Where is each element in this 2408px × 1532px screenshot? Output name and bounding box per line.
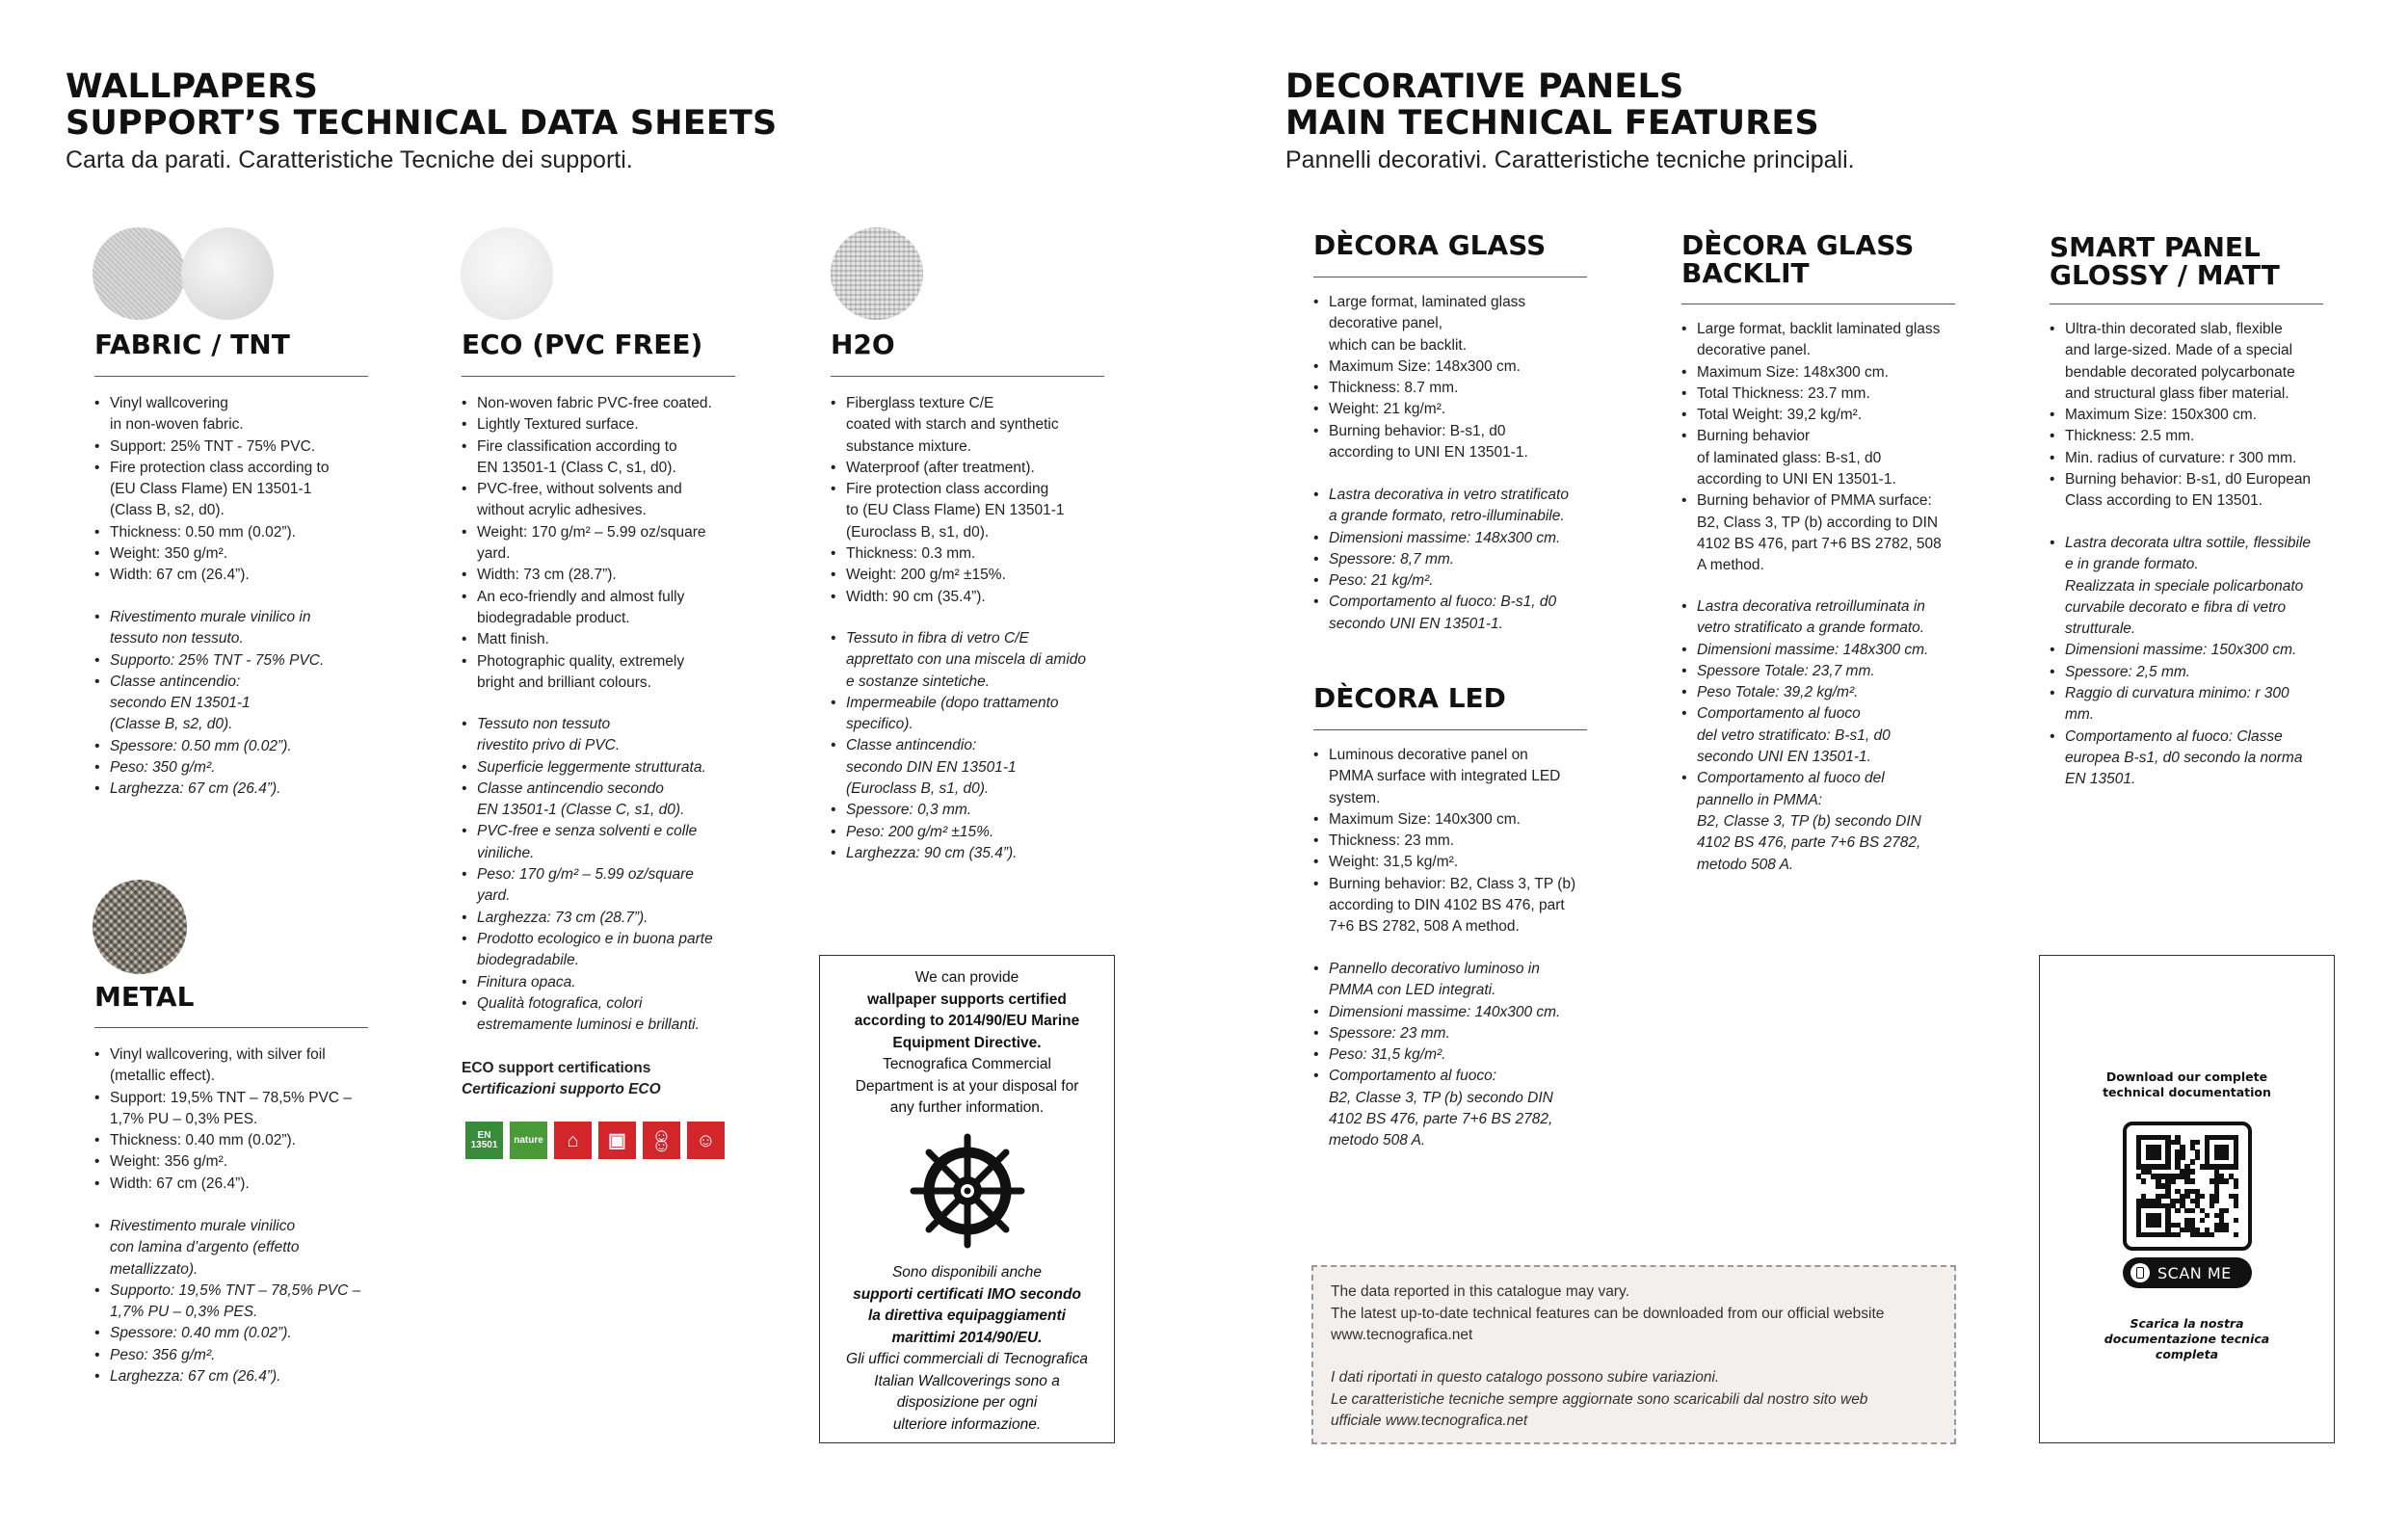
spec-item: metodo 508 A. (1329, 1132, 1426, 1149)
spec-item: EN 13501. (2065, 771, 2136, 788)
spec-item: PMMA con LED integrati. (1329, 982, 1496, 999)
spec-item: • Classe antincendio: (831, 735, 1120, 756)
spec-item: • PVC-free, without solvents and (462, 479, 751, 500)
marine-line: supporti certificati IMO secondo (853, 1285, 1081, 1303)
fabric-rule (94, 376, 368, 377)
marine-line: Sono disponibili anche (891, 1264, 1043, 1281)
decora-glass-spec-list (1313, 292, 1602, 463)
spec-item: according to UNI EN 13501-1. (1329, 444, 1528, 462)
spec-item: • Thickness: 0.40 mm (0.02”). (94, 1130, 384, 1151)
spec-item: • Tessuto in fibra di vetro C/E (831, 628, 1120, 649)
spec-item: decorative panel. (1697, 342, 1812, 359)
spec-item: • Superficie leggermente strutturata. (462, 757, 751, 779)
smart-panel-spec-list-it (2050, 533, 2339, 791)
fabric-title: FABRIC / TNT (94, 329, 290, 360)
spec-item: • Burning behavior: B2, Class 3, TP (b) (1313, 874, 1602, 895)
spec-item: pannello in PMMA: (1697, 791, 1823, 808)
disclaimer-line: The latest up-to-date technical features can be downloaded from our official website (1331, 1305, 1885, 1322)
spec-item: 1,7% PU – 0,3% PES. (110, 1304, 258, 1321)
spec-item: • Peso Totale: 39,2 kg/m². (1681, 682, 1971, 703)
spec-item: • Raggio di curvatura minimo: r 300 (2050, 683, 2339, 704)
spec-item: Realizzata in speciale policarbonato (2065, 577, 2304, 594)
spec-item: • Lastra decorata ultra sottile, flessibile (2050, 533, 2339, 554)
spec-item: metallizzato). (110, 1260, 198, 1278)
marine-line: Gli uffici commerciali di Tecnografica (846, 1351, 1088, 1367)
spec-item: • Spessore: 0.50 mm (0.02”). (94, 736, 374, 757)
spec-item: 7+6 BS 2782, 508 A method. (1329, 918, 1520, 936)
spec-item: • An eco-friendly and almost fully (462, 587, 751, 608)
spec-item: • Larghezza: 90 cm (35.4”). (831, 843, 1120, 864)
spec-item: estremamente luminosi e brillanti. (477, 1017, 700, 1034)
panels-subtitle: Pannelli decorativi. Caratteristiche tecniche principali. (1285, 146, 1855, 173)
marine-line: We can provide (914, 969, 1019, 986)
spec-item: • Spessore Totale: 23,7 mm. (1681, 661, 1971, 682)
decora-led-rule (1313, 729, 1587, 730)
spec-item: • Supporto: 19,5% TNT – 78,5% PVC – (94, 1281, 384, 1302)
disclaimer-box (1311, 1265, 1956, 1444)
spec-item: 4102 BS 476, parte 7+6 BS 2782, (1697, 834, 1921, 852)
spec-item: • Fire protection class according to (94, 458, 374, 479)
spec-item: system. (1329, 789, 1381, 806)
spec-item: con lamina d’argento (effetto (110, 1239, 300, 1256)
spec-item: • Thickness: 2.5 mm. (2050, 426, 2339, 447)
marine-line: Department is at your disposal for (855, 1077, 1079, 1095)
h2o-swatch-image (831, 227, 923, 320)
spec-item: Class according to EN 13501. (2065, 492, 2263, 510)
wallpapers-subtitle: Carta da parati. Caratteristiche Tecniche dei supporti. (66, 146, 633, 173)
spec-item: • Weight: 170 g/m² – 5.99 oz/square (462, 522, 751, 543)
website-link[interactable]: www.tecnografica.net (1331, 1327, 1473, 1343)
spec-item: substance mixture. (846, 437, 972, 455)
spec-item: • Larghezza: 67 cm (26.4”). (94, 779, 374, 800)
spec-item: • Thickness: 8.7 mm. (1313, 378, 1602, 399)
disclaimer-line: ufficiale www.tecnografica.net (1331, 1413, 1528, 1429)
spec-item: • Maximum Size: 150x300 cm. (2050, 405, 2339, 426)
spec-item: yard. (477, 545, 511, 563)
camera-icon: ▣ (598, 1122, 636, 1159)
spec-item: biodegradable product. (477, 609, 630, 626)
spec-item: • Width: 90 cm (35.4”). (831, 587, 1120, 608)
disclaimer-line: Le caratteristiche tecniche sempre aggiornate sono scaricabili dal nostro sito web (1331, 1390, 1868, 1408)
smart-panel-title (2050, 233, 2280, 289)
h2o-spec-list (831, 393, 1120, 608)
spec-item: • Thickness: 0.50 mm (0.02”). (94, 522, 374, 543)
spec-item: • Comportamento al fuoco: B-s1, d0 (1313, 592, 1602, 613)
decora-glass-spec-list-it (1313, 485, 1602, 635)
spec-item: • Weight: 200 g/m² ±15%. (831, 565, 1120, 586)
spec-item: a grande formato, retro-illuminabile. (1329, 508, 1565, 525)
home-icon: ⌂ (554, 1122, 592, 1159)
spec-item: to (EU Class Flame) EN 13501-1 (846, 502, 1065, 519)
disclaimer-line: The data reported in this catalogue may vary. (1331, 1283, 1629, 1300)
disclaimer-line: I dati riportati in questo catalogo possono subire variazioni. (1331, 1369, 1720, 1386)
eco-spec-list-it (462, 714, 751, 1036)
spec-item: secondo UNI EN 13501-1. (1329, 615, 1503, 632)
marine-line: Tecnografica Commercial (883, 1056, 1051, 1072)
decora-led-title: DÈCORA LED (1313, 682, 1506, 714)
h2o-rule (831, 376, 1104, 377)
spec-item: europea B-s1, d0 secondo la norma (2065, 749, 2303, 766)
metal-swatch-image (93, 880, 187, 974)
eco-title: ECO (PVC FREE) (462, 329, 703, 360)
spec-item: • Width: 67 cm (26.4”). (94, 1174, 384, 1195)
spec-item: and large-sized. Made of a special (2065, 342, 2293, 359)
spec-item: • Peso: 200 g/m² ±15%. (831, 822, 1120, 843)
download-title-line1: Download our complete (2105, 1070, 2268, 1084)
spec-item: viniliche. (477, 844, 535, 861)
spec-item: • Spessore: 8,7 mm. (1313, 549, 1602, 570)
spec-item: • Dimensioni massime: 148x300 cm. (1313, 528, 1602, 549)
scan-me-label: SCAN ME (2157, 1263, 2232, 1282)
spec-item: rivestito privo di PVC. (477, 737, 621, 754)
marine-line: la direttiva equipaggiamenti (868, 1307, 1066, 1324)
spec-item: (metallic effect). (110, 1068, 216, 1085)
spec-item: • Support: 25% TNT - 75% PVC. (94, 436, 374, 458)
spec-item: del vetro stratificato: B-s1, d0 (1697, 726, 1891, 744)
spec-item: • Burning behavior: B-s1, d0 (1313, 421, 1602, 442)
marine-line: Italian Wallcoverings sono a (874, 1372, 1060, 1389)
download-title (2040, 1070, 2334, 1100)
spec-item: B2, Classe 3, TP (b) secondo DIN (1697, 812, 1921, 830)
download-it-line3: completa (2155, 1347, 2219, 1361)
decora-glass-title: DÈCORA GLASS (1313, 229, 1547, 261)
spec-item: yard. (477, 887, 511, 905)
h2o-title: H2O (831, 329, 895, 360)
spec-item: • Fiberglass texture C/E (831, 393, 1120, 414)
download-it-line1: Scarica la nostra (2130, 1316, 2244, 1331)
spec-item: • Lightly Textured surface. (462, 414, 751, 436)
ship-wheel-icon (910, 1133, 1025, 1249)
spec-item: • Qualità fotografica, colori (462, 993, 751, 1015)
eco-cert-title-it: Certificazioni supporto ECO (462, 1081, 661, 1097)
download-it-line2: documentazione tecnica (2104, 1332, 2270, 1346)
marine-certification-box (819, 955, 1115, 1443)
spec-item: coated with starch and synthetic (846, 416, 1059, 434)
spec-item: • Dimensioni massime: 148x300 cm. (1681, 640, 1971, 661)
spec-item: decorative panel, (1329, 315, 1443, 332)
spec-item: • Peso: 170 g/m² – 5.99 oz/square (462, 864, 751, 885)
spec-item: • Impermeabile (dopo trattamento (831, 693, 1120, 714)
spec-item: • Pannello decorativo luminoso in (1313, 959, 1602, 980)
eco-cert-title: ECO support certifications (462, 1060, 651, 1076)
spec-item: • Lastra decorativa retroilluminata in (1681, 596, 1971, 618)
fabric-spec-list (94, 393, 374, 587)
spec-item: specifico). (846, 716, 913, 733)
marine-line: Equipment Directive. (892, 1034, 1042, 1051)
marine-line: any further information. (889, 1099, 1045, 1116)
spec-item: 4102 BS 476, parte 7+6 BS 2782, (1329, 1111, 1553, 1128)
spec-item: • Peso: 21 kg/m². (1313, 570, 1602, 592)
spec-item: • Larghezza: 73 cm (28.7”). (462, 908, 751, 929)
decora-glass-backlit-spec-list (1681, 319, 1971, 577)
spec-item: • Vinyl wallcovering, with silver foil (94, 1044, 384, 1066)
download-box (2039, 955, 2335, 1443)
spec-item: secondo DIN EN 13501-1 (846, 758, 1017, 776)
spec-item: • Width: 73 cm (28.7”). (462, 565, 751, 586)
fabric-swatch-image (93, 227, 185, 320)
spec-item: • Total Thickness: 23.7 mm. (1681, 383, 1971, 405)
spec-item: according to DIN 4102 BS 476, part (1329, 897, 1565, 914)
spec-item: vetro stratificato a grande formato. (1697, 620, 1925, 637)
spec-item: (Class B, s2, d0). (110, 502, 225, 519)
spec-item: • Classe antincendio secondo (462, 779, 751, 800)
smart-panel-spec-list (2050, 319, 2339, 513)
marine-line: wallpaper supports certified (867, 991, 1067, 1008)
panels-title (1285, 68, 1819, 142)
spec-item: • Dimensioni massime: 150x300 cm. (2050, 640, 2339, 661)
spec-item: • Matt finish. (462, 629, 751, 650)
spec-item: EN 13501-1 (Class C, s1, d0). (477, 459, 676, 476)
spec-item: • Weight: 21 kg/m². (1313, 399, 1602, 420)
spec-item: tessuto non tessuto. (110, 630, 244, 647)
spec-item: • Width: 67 cm (26.4”). (94, 565, 374, 586)
spec-item: • Spessore: 0,3 mm. (831, 800, 1120, 821)
spec-item: • Weight: 31,5 kg/m². (1313, 852, 1602, 873)
smart-panel-title-line2: GLOSSY / MATT (2050, 259, 2280, 291)
spec-item: according to UNI EN 13501-1. (1697, 471, 1896, 489)
spec-item: • Peso: 350 g/m². (94, 757, 374, 779)
qr-code-pattern (2136, 1135, 2238, 1237)
spec-item: • Comportamento al fuoco del (1681, 768, 1971, 789)
qr-code[interactable] (2123, 1122, 2252, 1251)
spec-item: • Peso: 356 g/m². (94, 1345, 384, 1366)
smart-panel-title-line1: SMART PANEL (2050, 231, 2261, 263)
scan-me-button[interactable] (2123, 1257, 2252, 1288)
spec-item: • Tessuto non tessuto (462, 714, 751, 735)
spec-item: • Thickness: 0.3 mm. (831, 543, 1120, 565)
spec-item: bendable decorated polycarbonate (2065, 363, 2295, 381)
disclaimer-en (1331, 1281, 1884, 1347)
spec-item: of laminated glass: B-s1, d0 (1697, 449, 1882, 466)
spec-item: bright and brilliant colours. (477, 674, 651, 691)
spec-item: secondo EN 13501-1 (110, 695, 251, 712)
spec-item: • Fire classification according to (462, 436, 751, 458)
spec-item: in non-woven fabric. (110, 416, 244, 434)
spec-item: without acrylic adhesives. (477, 502, 647, 519)
spec-item: and structural glass fiber material. (2065, 384, 2289, 402)
spec-item: • Non-woven fabric PVC-free coated. (462, 393, 751, 414)
spec-item: • Maximum Size: 140x300 cm. (1313, 809, 1602, 831)
spec-item: e sostanze sintetiche. (846, 673, 991, 690)
spec-item: • Burning behavior: B-s1, d0 European (2050, 469, 2339, 490)
spec-item: • Min. radius of curvature: r 300 mm. (2050, 448, 2339, 469)
marine-line: according to 2014/90/EU Marine (854, 1013, 1080, 1029)
spec-item: 4102 BS 476, part 7+6 BS 2782, 508 (1697, 535, 1942, 552)
spec-item: • Spessore: 23 mm. (1313, 1023, 1602, 1044)
spec-item: metodo 508 A. (1697, 856, 1794, 873)
spec-item: B2, Class 3, TP (b) according to DIN (1697, 514, 1939, 531)
spec-item: B2, Classe 3, TP (b) secondo DIN (1329, 1089, 1553, 1106)
spec-item: (EU Class Flame) EN 13501-1 (110, 481, 312, 498)
decora-led-spec-list-it (1313, 959, 1602, 1152)
eco-swatch-image (461, 227, 553, 320)
tnt-swatch-image (181, 227, 274, 320)
spec-item: • Supporto: 25% TNT - 75% PVC. (94, 650, 374, 672)
spec-item: curvabile decorato e fibra di vetro (2065, 598, 2287, 616)
spec-item: A method. (1697, 557, 1764, 574)
marine-text-it (820, 1262, 1114, 1436)
spec-item: • Waterproof (after treatment). (831, 458, 1120, 479)
spec-item: • Fire protection class according (831, 479, 1120, 500)
spec-item: • Lastra decorativa in vetro stratificato (1313, 485, 1602, 506)
panels-title-line2: MAIN TECHNICAL FEATURES (1285, 104, 1819, 143)
spec-item: strutturale. (2065, 621, 2136, 638)
spec-item: • Dimensioni massime: 140x300 cm. (1313, 1002, 1602, 1023)
spec-item: • Comportamento al fuoco: Classe (2050, 726, 2339, 748)
people-icon: ☺☺ (643, 1122, 680, 1159)
download-title-line2: technical documentation (2103, 1085, 2271, 1099)
spec-item: • Peso: 31,5 kg/m². (1313, 1044, 1602, 1066)
spec-item: 1,7% PU – 0,3% PES. (110, 1110, 258, 1127)
h2o-spec-list-it (831, 628, 1120, 864)
spec-item: EN 13501-1 (Classe C, s1, d0). (477, 802, 685, 819)
nature-icon: nature (510, 1122, 547, 1159)
spec-item: secondo UNI EN 13501-1. (1697, 749, 1871, 766)
spec-item: • Burning behavior (1681, 426, 1971, 447)
decora-glass-backlit-title (1681, 231, 1914, 287)
spec-item: • Thickness: 23 mm. (1313, 831, 1602, 852)
marine-line: marittimi 2014/90/EU. (891, 1329, 1043, 1346)
spec-item: PMMA surface with integrated LED (1329, 768, 1561, 785)
decora-glass-backlit-spec-list-it (1681, 596, 1971, 876)
phone-icon (2130, 1263, 2150, 1282)
spec-item: • Luminous decorative panel on (1313, 745, 1602, 766)
metal-spec-list-it (94, 1216, 384, 1387)
spec-item: • PVC-free e senza solventi e colle (462, 821, 751, 842)
wallpapers-title-line1: WALLPAPERS (66, 67, 318, 106)
spec-item: • Photographic quality, extremely (462, 651, 751, 673)
spec-item: • Ultra-thin decorated slab, flexible (2050, 319, 2339, 340)
spec-item: • Large format, laminated glass (1313, 292, 1602, 313)
spec-item: • Rivestimento murale vinilico in (94, 607, 374, 628)
spec-item: • Comportamento al fuoco (1681, 703, 1971, 725)
spec-item: • Weight: 356 g/m². (94, 1151, 384, 1173)
spec-item: • Burning behavior of PMMA surface: (1681, 490, 1971, 512)
wallpapers-title-line2: SUPPORT’S TECHNICAL DATA SHEETS (66, 104, 778, 143)
spec-item: • Spessore: 2,5 mm. (2050, 662, 2339, 683)
eco-cert-icons (465, 1122, 735, 1162)
decora-led-spec-list (1313, 745, 1602, 938)
spec-item: • Prodotto ecologico e in buona parte (462, 929, 751, 950)
spec-item: (Euroclass B, s1, d0). (846, 780, 990, 798)
spec-item: • Larghezza: 67 cm (26.4”). (94, 1366, 384, 1387)
spec-item: • Maximum Size: 148x300 cm. (1681, 362, 1971, 383)
spec-item: mm. (2065, 706, 2095, 724)
metal-title: METAL (94, 981, 195, 1013)
metal-spec-list (94, 1044, 384, 1195)
marine-line: ulteriore informazione. (892, 1415, 1042, 1433)
spec-item: • Rivestimento murale vinilico (94, 1216, 384, 1237)
en13501-icon: EN 13501 (465, 1122, 503, 1159)
spec-item: • Maximum Size: 148x300 cm. (1313, 357, 1602, 378)
eco-rule (462, 376, 735, 377)
spec-item: • Finitura opaca. (462, 972, 751, 993)
disclaimer-it (1331, 1367, 1867, 1433)
spec-item: • Total Weight: 39,2 kg/m². (1681, 405, 1971, 426)
spec-item: which can be backlit. (1329, 336, 1468, 354)
spec-item: • Large format, backlit laminated glass (1681, 319, 1971, 340)
eco-spec-list (462, 393, 751, 694)
fabric-spec-list-it (94, 607, 374, 801)
spec-item: apprettato con una miscela di amido (846, 651, 1087, 669)
marine-text-en (820, 967, 1114, 1120)
marine-line: disposizione per ogni (896, 1394, 1038, 1411)
spec-item: • Vinyl wallcovering (94, 393, 374, 414)
spec-item: • Classe antincendio: (94, 672, 374, 693)
face-icon: ☺ (687, 1122, 725, 1159)
wallpapers-title (66, 68, 777, 142)
download-title-it (2040, 1316, 2334, 1362)
spec-item: (Euroclass B, s1, d0). (846, 523, 990, 541)
metal-rule (94, 1027, 368, 1028)
spec-item: e in grande formato. (2065, 556, 2199, 573)
spec-item: • Comportamento al fuoco: (1313, 1066, 1602, 1087)
panels-title-line1: DECORATIVE PANELS (1285, 67, 1684, 106)
decora-glass-backlit-title-line2: BACKLIT (1681, 257, 1810, 289)
spec-item: • Spessore: 0.40 mm (0.02”). (94, 1323, 384, 1344)
spec-item: • Support: 19,5% TNT – 78,5% PVC – (94, 1088, 384, 1109)
spec-item: (Classe B, s2, d0). (110, 716, 233, 733)
decora-glass-backlit-title-line1: DÈCORA GLASS (1681, 229, 1915, 261)
spec-item: • Weight: 350 g/m². (94, 543, 374, 565)
spec-item: biodegradabile. (477, 952, 580, 969)
